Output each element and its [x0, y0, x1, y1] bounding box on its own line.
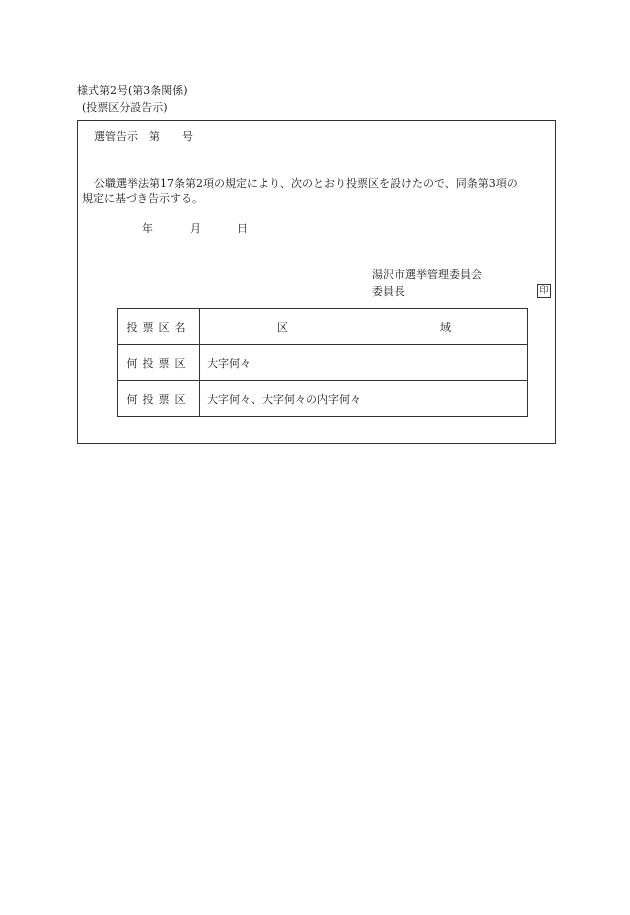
date-month: 月 [190, 222, 201, 235]
row-area: 大字何々、大字何々の内字何々 [200, 381, 528, 417]
table-row [118, 345, 528, 381]
notice-heading: 選管告示 第 号 [94, 130, 193, 143]
issuer-organization: 湯沢市選挙管理委員会 [372, 268, 482, 281]
date-day: 日 [237, 222, 248, 235]
date-year: 年 [142, 222, 153, 235]
seal-mark: 印 [537, 284, 551, 298]
issuer-title: 委員長 [372, 285, 405, 298]
form-number: 様式第2号(第3条関係) [77, 84, 188, 97]
header-area [200, 309, 528, 345]
table-row [118, 381, 528, 417]
row-area: 大字何々 [200, 345, 528, 381]
row-district-name: 何投票区 [118, 381, 200, 417]
district-table [117, 308, 528, 417]
header-district-name: 投票区名 [118, 309, 200, 345]
header-area-right: 域 [440, 321, 451, 334]
notice-body-line-1: 公職選挙法第17条第2項の規定により、次のとおり投票区を設けたので、同条第3項の [94, 177, 518, 190]
header-area-left: 区 [277, 321, 288, 334]
row-district-name: 何投票区 [118, 345, 200, 381]
table-header-row [118, 309, 528, 345]
notice-body-line-2: 規定に基づき告示する。 [82, 192, 203, 205]
form-subtitle: (投票区分設告示) [82, 101, 168, 114]
